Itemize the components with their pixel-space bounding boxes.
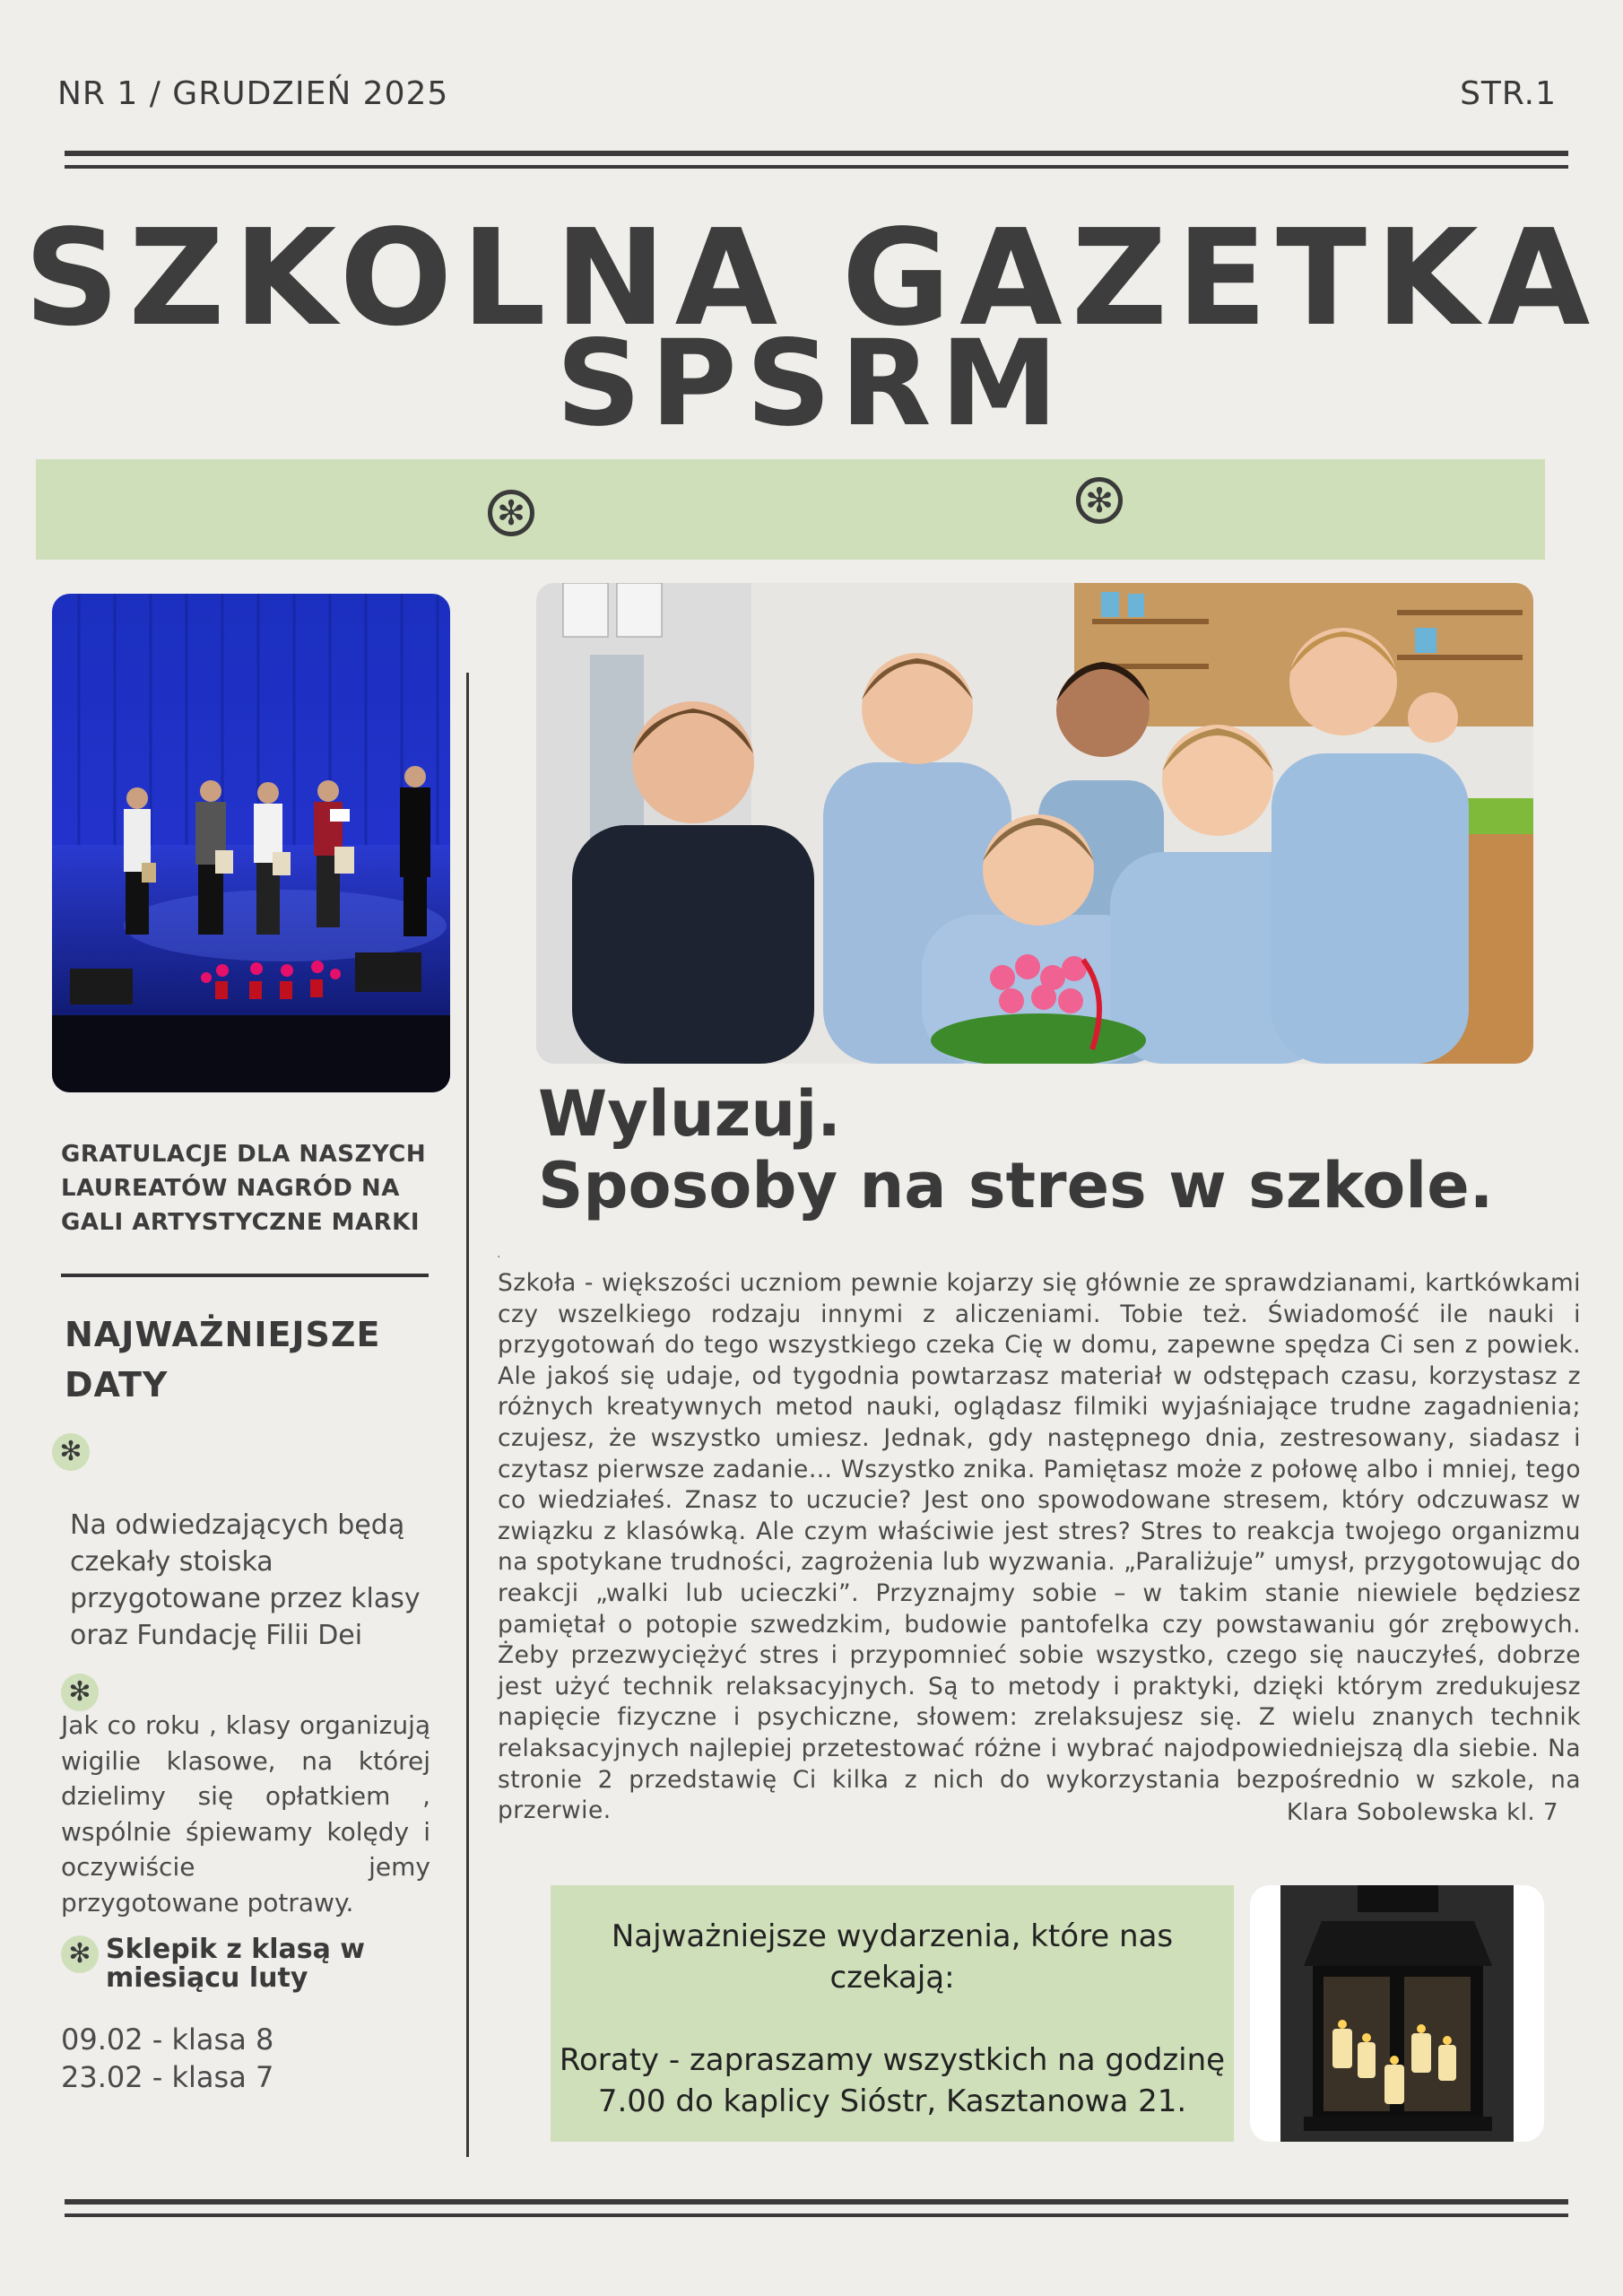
asterisk-icon: ✻ [1076,477,1123,524]
shop-date-2: 23.02 - klasa 7 [61,2060,274,2094]
stray-dot: . [497,1247,501,1261]
students-group-photo [536,583,1533,1064]
bottom-rule [65,2199,1568,2205]
bottom-rule-thin [65,2213,1568,2217]
article-headline [538,1078,1569,1222]
events-line2: 7.00 do kaplicy Sióstr, Kasztanowa 21. [597,2083,1187,2119]
shop-title: Sklepik z klasą w miesiącu luty [106,1934,365,1994]
photo-caption: GRATULACJE DLA NASZYCH LAUREATÓW NAGRÓD NA GALI ARTYSTYCZNE MARKI [61,1141,427,1236]
dates-item-2: Jak co roku , klasy organizują wigilie klasowe, na której dzielimy się opłatkiem , wspólnie śpiewamy kolędy i oczywiście jemy przygotowane potrawy. [61,1710,430,1918]
events-box [551,1885,1234,2142]
events-line1: Roraty - zapraszamy wszystkich na godzinę [559,2042,1226,2078]
top-rule [65,151,1568,156]
asterisk-icon: ✻ [61,1674,99,1711]
dates-title: NAJWAŻNIEJSZE DATY [65,1315,381,1405]
asterisk-icon: ✻ [52,1433,90,1471]
column-divider [466,673,469,2157]
masthead-line2: SPSRM [556,315,1067,453]
headline-line1: Wyluzuj. [538,1077,841,1151]
left-divider [61,1274,429,1277]
asterisk-icon: ✻ [61,1935,99,1973]
masthead-line1: SZKOLNA GAZETKA [23,201,1600,355]
shop-date-1: 09.02 - klasa 8 [61,2022,274,2057]
top-rule-thin [65,165,1568,169]
gala-stage-photo [52,594,450,1092]
issue-number: NR 1 / GRUDZIEŃ 2025 [57,75,449,112]
article-body: Szkoła - większości uczniom pewnie kojarzy się głównie ze sprawdzianami, kartkówkami czy wszelkiego rodzaju innymi z aliczeniami. Tobie też. Świadomość ile nauki i przygotowań do tego wszystkiego czeka Cię w domu, zapewne spędza Ci sen z powiek. Ale jakoś się udaje, od tygodnia powtarzasz materiał w odstępach czasu, korzystasz z różnych kreatywnych metod nauki, oglądasz filmiki wyjaśniające trudne zagadnienia; czujesz, że wszystko umiesz. Jednak, gdy następnego dnia, zestresowany, siadasz i czytasz pierwsze zadanie… Wszystko znika. Pamiętasz może z połowę albo i mniej, tego co wiedziałeś. Znasz to uczucie? Jest ono spowodowane stresem, który odczuwasz w związku z klasówką. Ale czym właściwie jest stres? Stres to reakcja twojego organizmu na spotykane trudności, zagrożenia lub wyzwania. „Paraliżuje” umysł, przygotowując do reakcji „walki lub ucieczki”. Przyznajmy sobie – w takim stanie niewiele będziesz pamiętał o potopie szwedzkim, budowie pantofelka czy powstawaniu gór zrębowych. Żeby przezwyciężyć stres i przypomnieć sobie wszystko, czego się nauczyłeś, dobrze jest użyć technik relaksacyjnych. Są to metody i praktyki, dzięki którym zredukujesz napięcie fizyczne i psychiczne, słowem: zrelaksujesz się. Z wielu znanych technik relaksacyjnych najlepiej przetestować różne i wybrać najodpowiedniejszą dla siebie. Na stronie 2 przedstawię Ci kilka z nich do wykorzystania bezpośrednio w szkole, na przerwie. [498,1269,1581,1825]
page-number: STR.1 [1460,75,1557,112]
article-author: Klara Sobolewska kl. 7 [1286,1799,1558,1826]
headline-line2: Sposoby na stres w szkole. [538,1149,1494,1222]
dates-item-1: Na odwiedzających będą czekały stoiska przygotowane przez klasy oraz Fundację Filii Dei [70,1509,421,1651]
events-title: Najważniejsze wydarzenia, które nas czekają: [611,1918,1174,1996]
asterisk-icon: ✻ [488,490,534,536]
decor-band [36,459,1545,560]
lantern-photo [1250,1885,1544,2142]
